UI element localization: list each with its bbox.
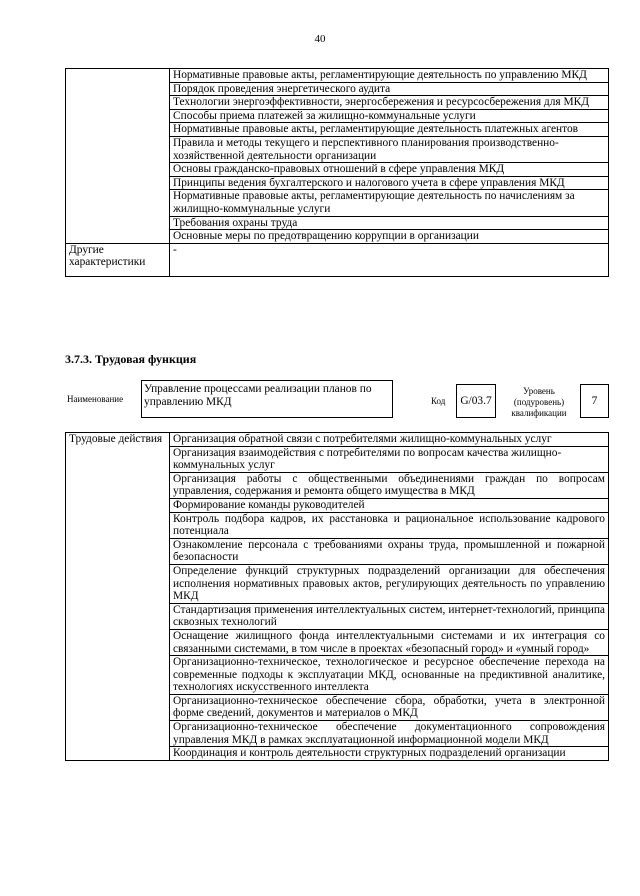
- table-row: Технологии энергоэффективности, энергосбережения и ресурсосбережения для МКД: [170, 96, 609, 110]
- table-row: Требования охраны труда: [170, 216, 609, 230]
- function-title: Управление процессами реализации планов по управлению МКД: [141, 380, 393, 418]
- table-row: Способы приема платежей за жилищно-коммунальные услуги: [170, 109, 609, 123]
- level-label: Уровень (подуровень) квалификации: [511, 386, 567, 418]
- table-row: Контроль подбора кадров, их расстановка и рациональное использование кадрового потенциала: [170, 512, 609, 538]
- table-row: Основы гражданско-правовых отношений в сфере управления МКД: [170, 163, 609, 177]
- function-header: [65, 380, 609, 420]
- table-row: Нормативные правовые акты, регламентирующие деятельность платежных агентов: [170, 123, 609, 137]
- table-row: Стандартизация применения интеллектуальных систем, интернет-технологий, принципа сквозных технологий: [170, 603, 609, 629]
- labor-actions-table: [65, 432, 609, 761]
- table-row: Формирование команды руководителей: [170, 498, 609, 512]
- table-row: Правила и методы текущего и перспективного планирования производственно-хозяйственной деятельности организации: [170, 136, 609, 162]
- table-row: Организационно-техническое обеспечение сбора, обработки, учета в электронной форме сведений, документов и материалов о МКД: [170, 694, 609, 720]
- name-label: Наименование: [67, 394, 124, 404]
- table-row: Организация взаимодействия с потребителями по вопросам качества жилищно-коммунальных услуг: [170, 446, 609, 472]
- table-row: Оснащение жилищного фонда интеллектуальными системами и их интеграция со связанными системами, в том числе в проектах «безопасный город» и «умный город»: [170, 629, 609, 655]
- table-row: Организация обратной связи с потребителями жилищно-коммунальных услуг: [170, 433, 609, 447]
- section-heading: 3.7.3. Трудовая функция: [65, 352, 197, 366]
- table-row: Организационно-техническое, технологическое и ресурсное обеспечение перехода на современные подходы к эксплуатации МКД, основанные на предиктивной аналитике, технологиях искусственного интеллекта: [170, 656, 609, 695]
- table-row: Организационно-техническое обеспечение документационного сопровождения управления МКД в рамках эксплуатационной информационной модели МКД: [170, 721, 609, 747]
- table-row: Организация работы с общественными объединениями граждан по вопросам управления, содержания и ремонта общего имущества в МКД: [170, 472, 609, 498]
- table-row: Основные меры по предотвращению коррупции в организации: [170, 230, 609, 244]
- labor-actions-label: Трудовые действия: [66, 433, 170, 761]
- knowledge-table: [65, 68, 609, 277]
- table-row: Нормативные правовые акты, регламентирующие деятельность по управлению МКД: [170, 69, 609, 83]
- code-label: Код: [431, 396, 446, 406]
- table-row: Принципы ведения бухгалтерского и налогового учета в сфере управления МКД: [170, 176, 609, 190]
- table-row: Ознакомление персонала с требованиями охраны труда, промышленной и пожарной безопасности: [170, 538, 609, 564]
- table-row: Определение функций структурных подразделений организации для обеспечения исполнения нормативных правовых актов, регулирующих деятельность по управлению МКД: [170, 564, 609, 603]
- table-row: Координация и контроль деятельности структурных подразделений организации: [170, 747, 609, 761]
- code-value: G/03.7: [456, 384, 496, 418]
- table-row: Порядок проведения энергетического аудита: [170, 82, 609, 96]
- page-number: 40: [314, 33, 326, 45]
- other-characteristics-value: -: [170, 243, 609, 276]
- table-row: Нормативные правовые акты, регламентирующие деятельность по начислениям за жилищно-коммунальные услуги: [170, 190, 609, 216]
- other-characteristics-label: Другие характеристики: [66, 243, 170, 276]
- level-value: 7: [580, 384, 609, 418]
- empty-label-cell: [66, 69, 170, 244]
